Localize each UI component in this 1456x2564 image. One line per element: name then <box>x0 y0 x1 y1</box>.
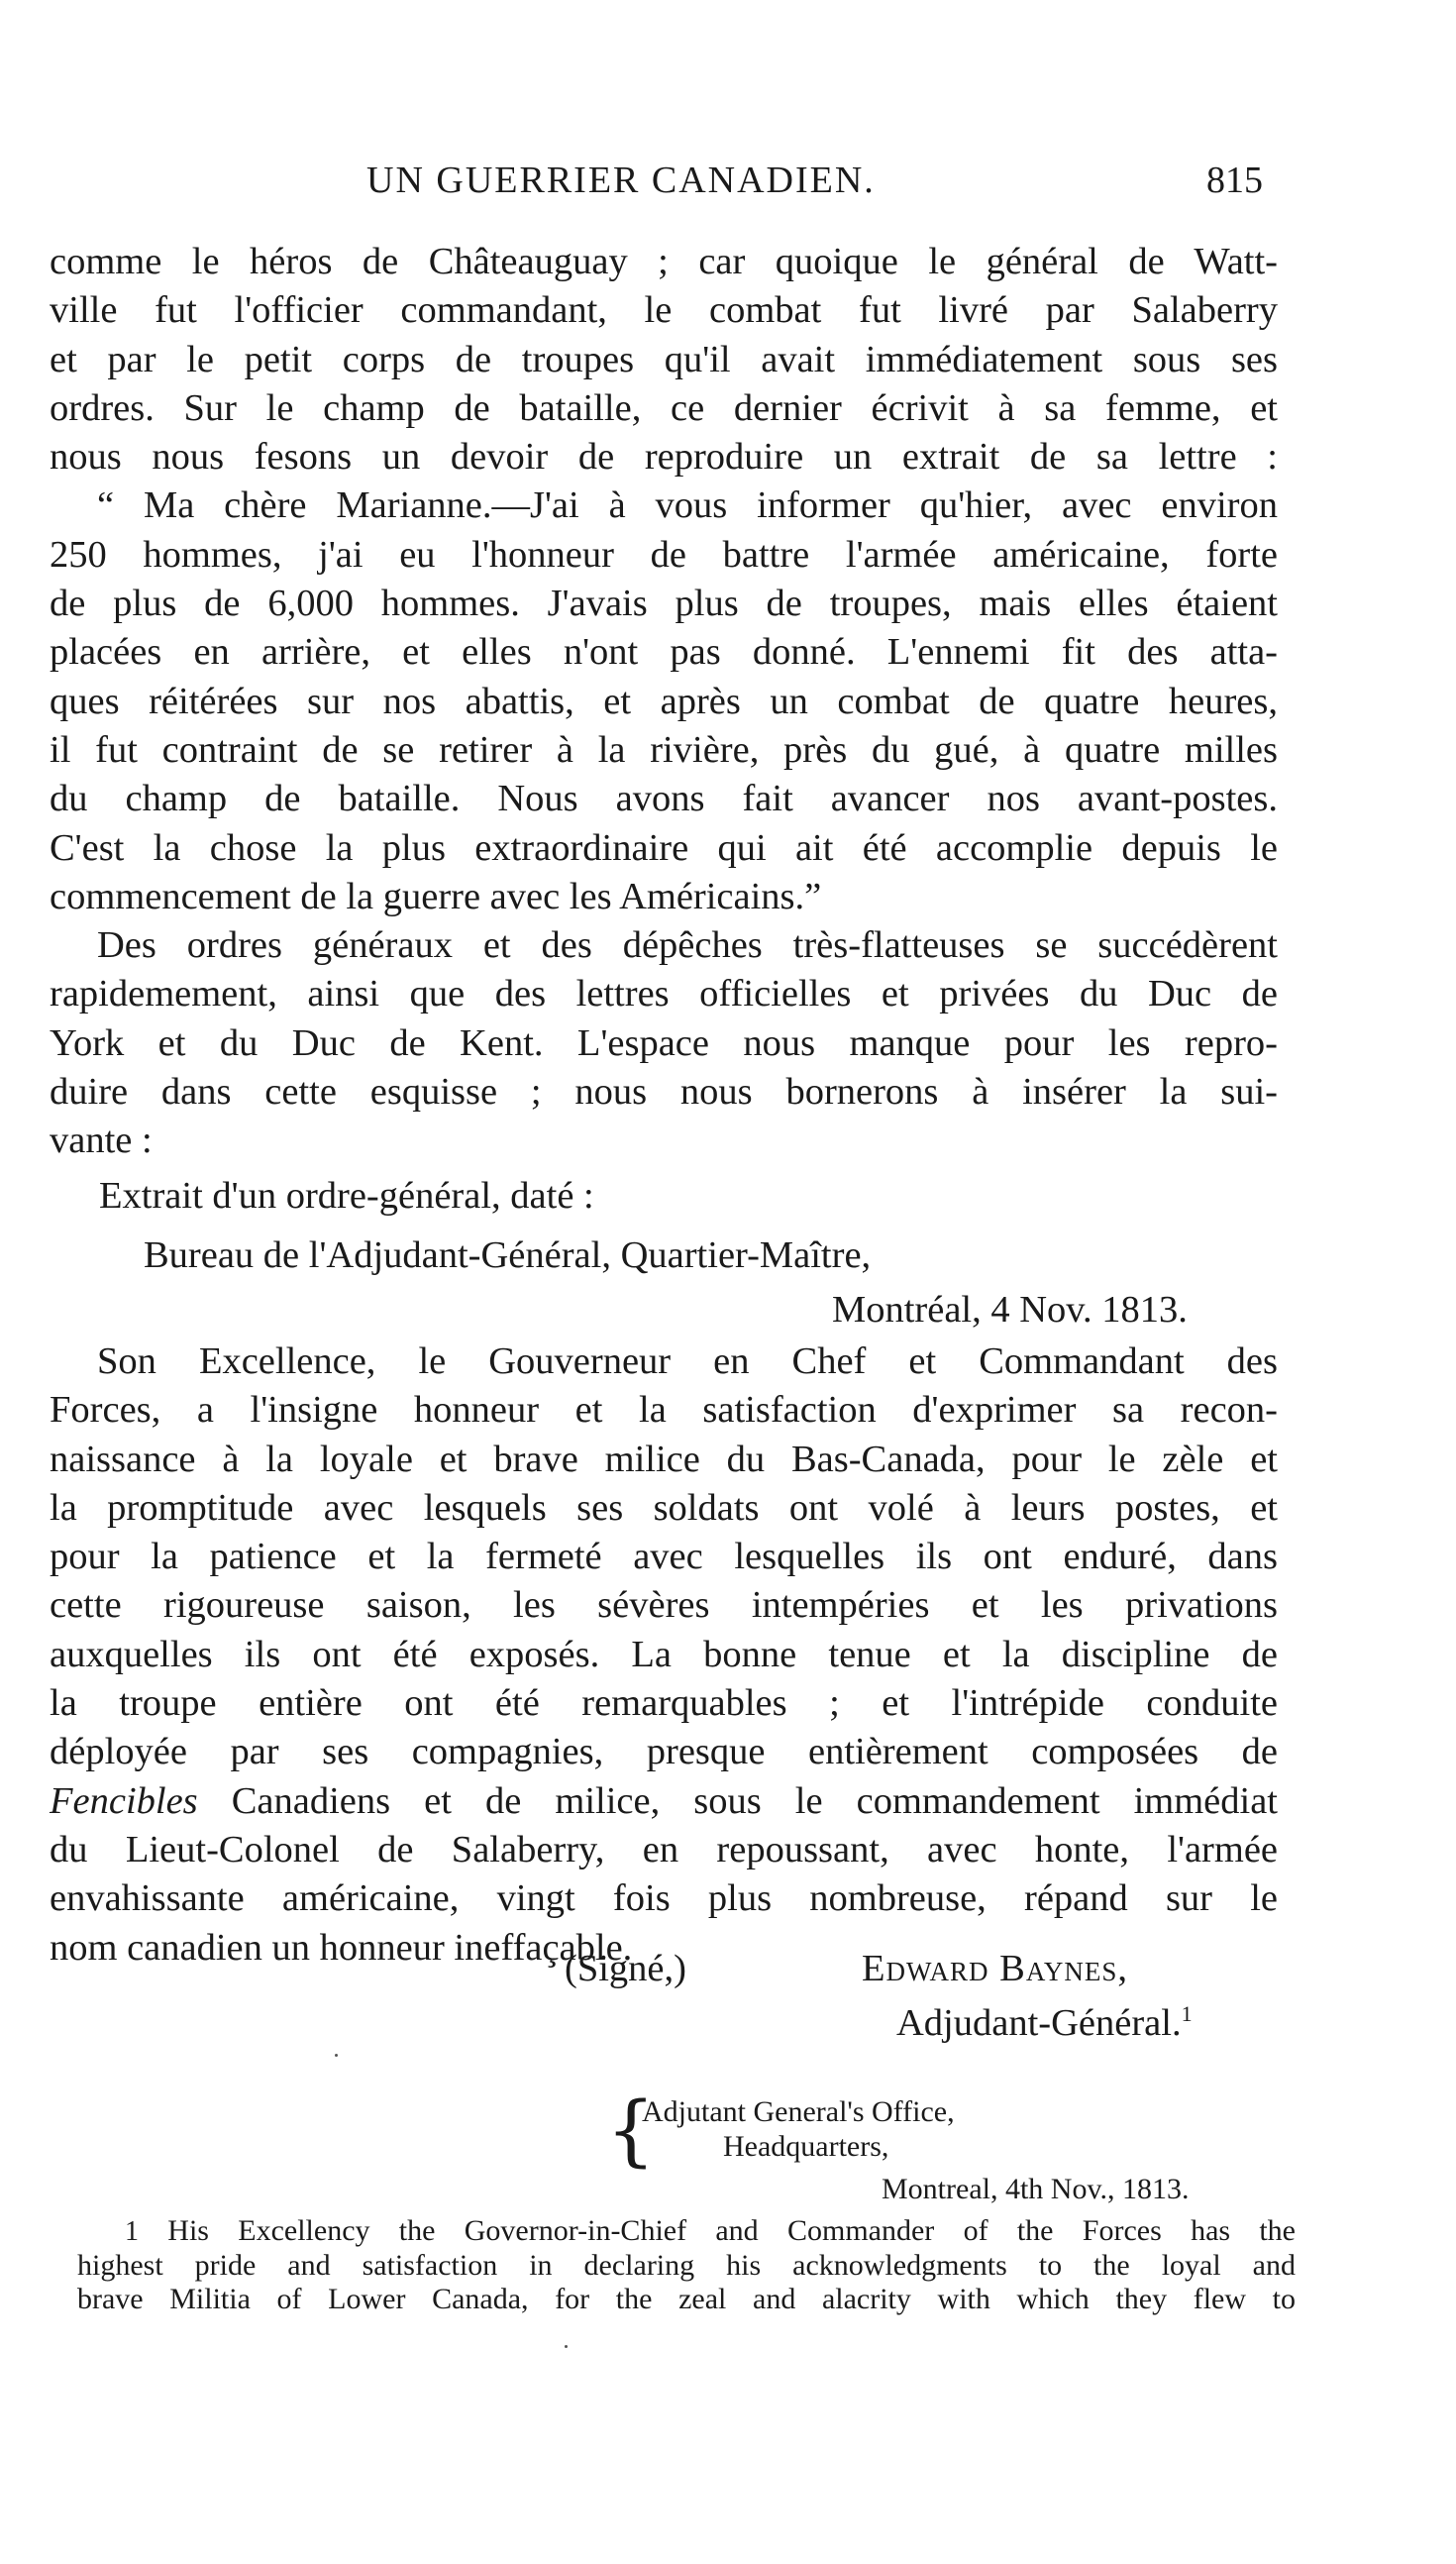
running-title: UN GUERRIER CANADIEN. <box>366 160 876 201</box>
extract-label: Extrait d'un ordre-général, daté : <box>99 1175 594 1217</box>
text-line: Forces, a l'insigne honneur et la satisfaction d'exprimer sa recon- <box>50 1389 1278 1432</box>
footnote-line: highest pride and satisfaction in declaring his acknowledgments to the loyal and <box>77 2249 1296 2282</box>
footnote-line <box>77 2214 1296 2249</box>
footnote-number: 1 <box>125 2216 139 2247</box>
text-line: C'est la chose la plus extraordinaire qui ait été accomplie depuis le <box>50 826 1278 869</box>
text-line: et par le petit corps de troupes qu'il avait immédiatement sous ses <box>50 338 1278 380</box>
text-line: ville fut l'officier commandant, le combat fut livré par Salaberry <box>50 289 1278 332</box>
page-number: 815 <box>1206 160 1263 201</box>
text-fragment: Canadiens et de milice, sous le commandement immédiat <box>197 1779 1278 1822</box>
text-line: vante : <box>50 1120 153 1162</box>
signed-label: (Signé,) <box>565 1948 686 1989</box>
footnote-line: brave Militia of Lower Canada, for the zeal and alacrity with which they flew to <box>77 2283 1296 2315</box>
text-line: il fut contraint de se retirer à la rivière, près du gué, à quatre milles <box>50 728 1278 771</box>
text-line: commencement de la guerre avec les Américains.” <box>50 875 822 917</box>
text-line: nous nous fesons un devoir de reproduire un extrait de sa lettre : <box>50 436 1278 479</box>
text-line: ordres. Sur le champ de bataille, ce dernier écrivit à sa femme, et <box>50 386 1278 429</box>
general-order-text <box>50 1337 1278 1973</box>
text-line: ques réitérées sur nos abattis, et après un combat de quatre heures, <box>50 680 1278 722</box>
text-line: du champ de bataille. Nous avons fait avancer nos avant-postes. <box>50 778 1278 820</box>
text-line: 250 hommes, j'ai eu l'honneur de battre l'armée américaine, forte <box>50 533 1278 576</box>
text-line <box>50 1777 1278 1826</box>
text-line: naissance à la loyale et brave milice du Bas-Canada, pour le zèle et <box>50 1438 1278 1480</box>
order-date: Montréal, 4 Nov. 1813. <box>832 1289 1188 1331</box>
footnote <box>77 2214 1296 2316</box>
text-line: la troupe entière ont été remarquables ; et l'intrépide conduite <box>50 1682 1278 1725</box>
signer-title <box>896 2001 1193 2045</box>
text-line: envahissante américaine, vingt fois plus nombreuse, répand sur le <box>50 1877 1278 1920</box>
text-line: Son Excellence, le Gouverneur en Chef et Commandant des <box>97 1340 1278 1382</box>
text-line: déployée par ses compagnies, presque entièrement composées de <box>50 1731 1278 1773</box>
footnote-brace: { <box>606 2086 656 2176</box>
print-speck <box>565 2345 568 2348</box>
footnote-line-text: His Excellency the Governor-in-Chief and Commander of the Forces has the <box>167 2214 1296 2247</box>
letter-quote <box>50 481 1278 921</box>
footnote-marker: 1 <box>1181 2001 1193 2027</box>
footnote-office: Adjutant General's Office, <box>642 2095 955 2128</box>
paragraph-1 <box>50 238 1278 481</box>
text-line: duire dans cette esquisse ; nous nous bornerons à insérer la sui- <box>50 1071 1278 1114</box>
text-line: placées en arrière, et elles n'ont pas donné. L'ennemi fit des atta- <box>50 631 1278 674</box>
text-line: “ Ma chère Marianne.—J'ai à vous informer qu'hier, avec environ <box>97 484 1278 527</box>
footnote-date: Montreal, 4th Nov., 1813. <box>882 2173 1190 2205</box>
text-line: rapidemement, ainsi que des lettres officielles et privées du Duc de <box>50 973 1278 1015</box>
paragraph-2 <box>50 921 1278 1165</box>
text-line: comme le héros de Châteauguay ; car quoique le général de Watt- <box>50 241 1278 282</box>
running-head <box>0 159 1456 218</box>
text-line: Des ordres généraux et des dépêches très-flatteuses se succédèrent <box>97 924 1278 967</box>
text-line: nom canadien un honneur ineffaçable. <box>50 1926 633 1969</box>
text-line: pour la patience et la fermeté avec lesquelles ils ont enduré, dans <box>50 1536 1278 1578</box>
footnote-headquarters: Headquarters, <box>723 2130 889 2163</box>
main-text <box>50 238 1278 1166</box>
text-line: de plus de 6,000 hommes. J'avais plus de troupes, mais elles étaient <box>50 583 1278 625</box>
signer-name: Edward Baynes, <box>862 1948 1128 1989</box>
bureau-line: Bureau de l'Adjudant-Général, Quartier-Maître, <box>144 1234 872 1276</box>
text-line: cette rigoureuse saison, les sévères intempéries et les privations <box>50 1584 1278 1627</box>
text-line: auxquelles ils ont été exposés. La bonne tenue et la discipline de <box>50 1633 1278 1675</box>
text-line: York et du Duc de Kent. L'espace nous manque pour les repro- <box>50 1021 1278 1064</box>
italic-word: Fencibles <box>50 1779 198 1822</box>
text-line: la promptitude avec lesquels ses soldats ont volé à leurs postes, et <box>50 1486 1278 1529</box>
print-speck <box>335 2054 338 2057</box>
text-line: du Lieut-Colonel de Salaberry, en repoussant, avec honte, l'armée <box>50 1828 1278 1870</box>
signer-title-text: Adjudant-Général. <box>896 2002 1182 2044</box>
